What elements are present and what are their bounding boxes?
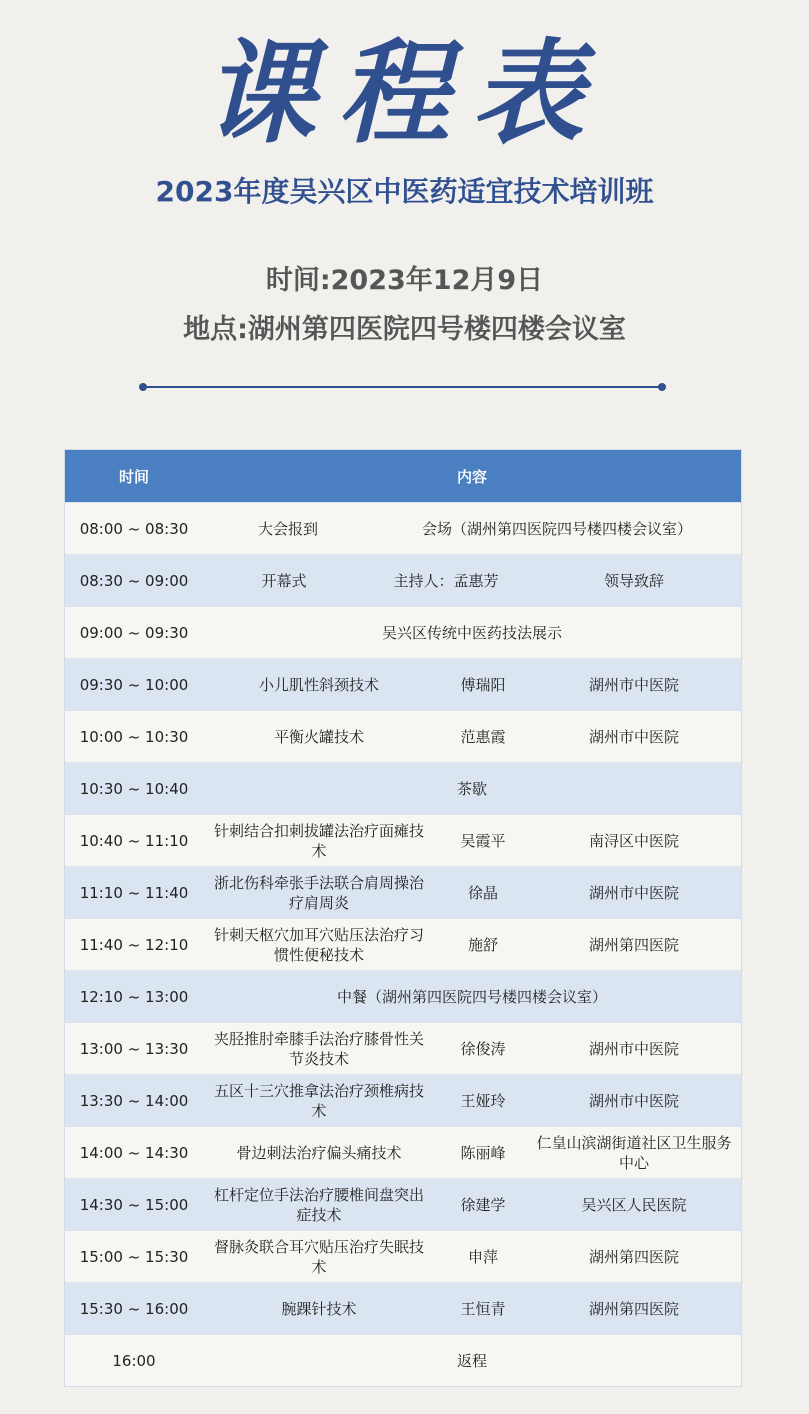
row-time: 08:30 ~ 09:00 [79,571,189,590]
row-time: 10:30 ~ 10:40 [79,779,189,798]
column-header-content: 内容 [456,467,487,486]
row-content: 返程 [456,1351,487,1370]
table-row [65,554,741,606]
row-organization: 湖州第四医院 [588,1299,679,1318]
row-speaker: 范惠霞 [460,727,506,746]
row-topic: 针刺结合扣刺拔罐法治疗面瘫技术 [213,821,424,860]
row-time: 12:10 ~ 13:00 [79,987,189,1006]
row-speaker: 王娅玲 [460,1091,506,1110]
row-speaker: 王恒青 [460,1299,506,1318]
row-topic: 腕踝针技术 [281,1299,357,1318]
row-time: 08:00 ~ 08:30 [79,519,189,538]
row-topic: 平衡火罐技术 [273,727,364,746]
table-row [65,1022,741,1074]
row-content: 茶歇 [456,779,487,798]
row-organization: 湖州第四医院 [588,1247,679,1266]
row-topic: 夹胫推肘牵膝手法治疗膝骨性关节炎技术 [213,1029,424,1068]
table-row [65,710,741,762]
row-speaker: 徐晶 [467,883,498,902]
row-speaker: 申萍 [467,1247,498,1266]
row-topic: 杠杆定位手法治疗腰椎间盘突出症技术 [213,1185,424,1224]
row-time: 09:30 ~ 10:00 [79,675,189,694]
row-time: 10:40 ~ 11:10 [79,831,189,850]
table-row [65,658,741,710]
table-header [65,450,741,502]
row-organization: 湖州第四医院 [588,935,679,954]
table-row [65,866,741,918]
row-topic: 大会报到 [257,519,318,538]
row-time: 09:00 ~ 09:30 [79,623,189,642]
table-row [65,1334,741,1386]
row-speaker: 吴霞平 [460,831,506,850]
row-time: 10:00 ~ 10:30 [79,727,189,746]
row-organization: 南浔区中医院 [588,831,679,850]
table-row [65,970,741,1022]
table-row [65,762,741,814]
table-row [65,1230,741,1282]
event-time: 时间:2023年12月9日 [265,265,544,296]
row-content: 吴兴区传统中医药技法展示 [381,623,562,642]
row-organization: 湖州市中医院 [588,1039,679,1058]
row-organization: 仁皇山滨湖街道社区卫生服务中心 [536,1133,732,1172]
table-row [65,502,741,554]
row-time: 11:40 ~ 12:10 [79,935,189,954]
row-speaker: 陈丽峰 [460,1143,506,1162]
row-speaker: 徐建学 [460,1195,506,1214]
row-organization: 湖州市中医院 [588,883,679,902]
row-content: 中餐（湖州第四医院四号楼四楼会议室） [336,987,607,1006]
table-row [65,1282,741,1334]
row-time: 11:10 ~ 11:40 [79,883,189,902]
row-topic: 开幕式 [261,571,307,590]
row-note: 领导致辞 [603,571,664,590]
course-subtitle: 2023年度吴兴区中医药适宜技术培训班 [155,175,654,208]
row-topic: 五区十三穴推拿法治疗颈椎病技术 [213,1081,424,1120]
row-time: 14:30 ~ 15:00 [79,1195,189,1214]
schedule-table [64,449,742,1387]
row-time: 16:00 [112,1351,156,1370]
row-topic: 骨边刺法治疗偏头痛技术 [236,1143,402,1162]
row-host: 主持人：孟惠芳 [393,571,499,590]
row-organization: 吴兴区人民医院 [581,1195,687,1214]
page-title: 课程表 [203,28,606,159]
event-place: 地点:湖州第四医院四号楼四楼会议室 [183,314,626,345]
row-location: 会场（湖州第四医院四号楼四楼会议室） [421,519,692,538]
row-topic: 针刺天枢穴加耳穴贴压法治疗习惯性便秘技术 [213,925,424,964]
row-time: 15:30 ~ 16:00 [79,1299,189,1318]
column-header-time: 时间 [118,467,149,486]
row-organization: 湖州市中医院 [588,1091,679,1110]
row-topic: 浙北伤科牵张手法联合肩周操治疗肩周炎 [213,873,424,912]
table-row [65,814,741,866]
row-topic: 小儿肌性斜颈技术 [258,675,379,694]
table-row [65,1074,741,1126]
row-speaker: 施舒 [467,935,498,954]
table-row [65,1178,741,1230]
row-speaker: 徐俊涛 [460,1039,506,1058]
row-time: 14:00 ~ 14:30 [79,1143,189,1162]
table-row [65,606,741,658]
row-time: 13:00 ~ 13:30 [79,1039,189,1058]
row-time: 13:30 ~ 14:00 [79,1091,189,1110]
table-row [65,1126,741,1178]
divider-line [145,386,663,388]
row-speaker: 傅瑞阳 [460,675,506,694]
divider-dot-right [658,383,666,391]
row-organization: 湖州市中医院 [588,675,679,694]
table-row [65,918,741,970]
row-time: 15:00 ~ 15:30 [79,1247,189,1266]
row-topic: 督脉灸联合耳穴贴压治疗失眠技术 [213,1237,424,1276]
row-organization: 湖州市中医院 [588,727,679,746]
